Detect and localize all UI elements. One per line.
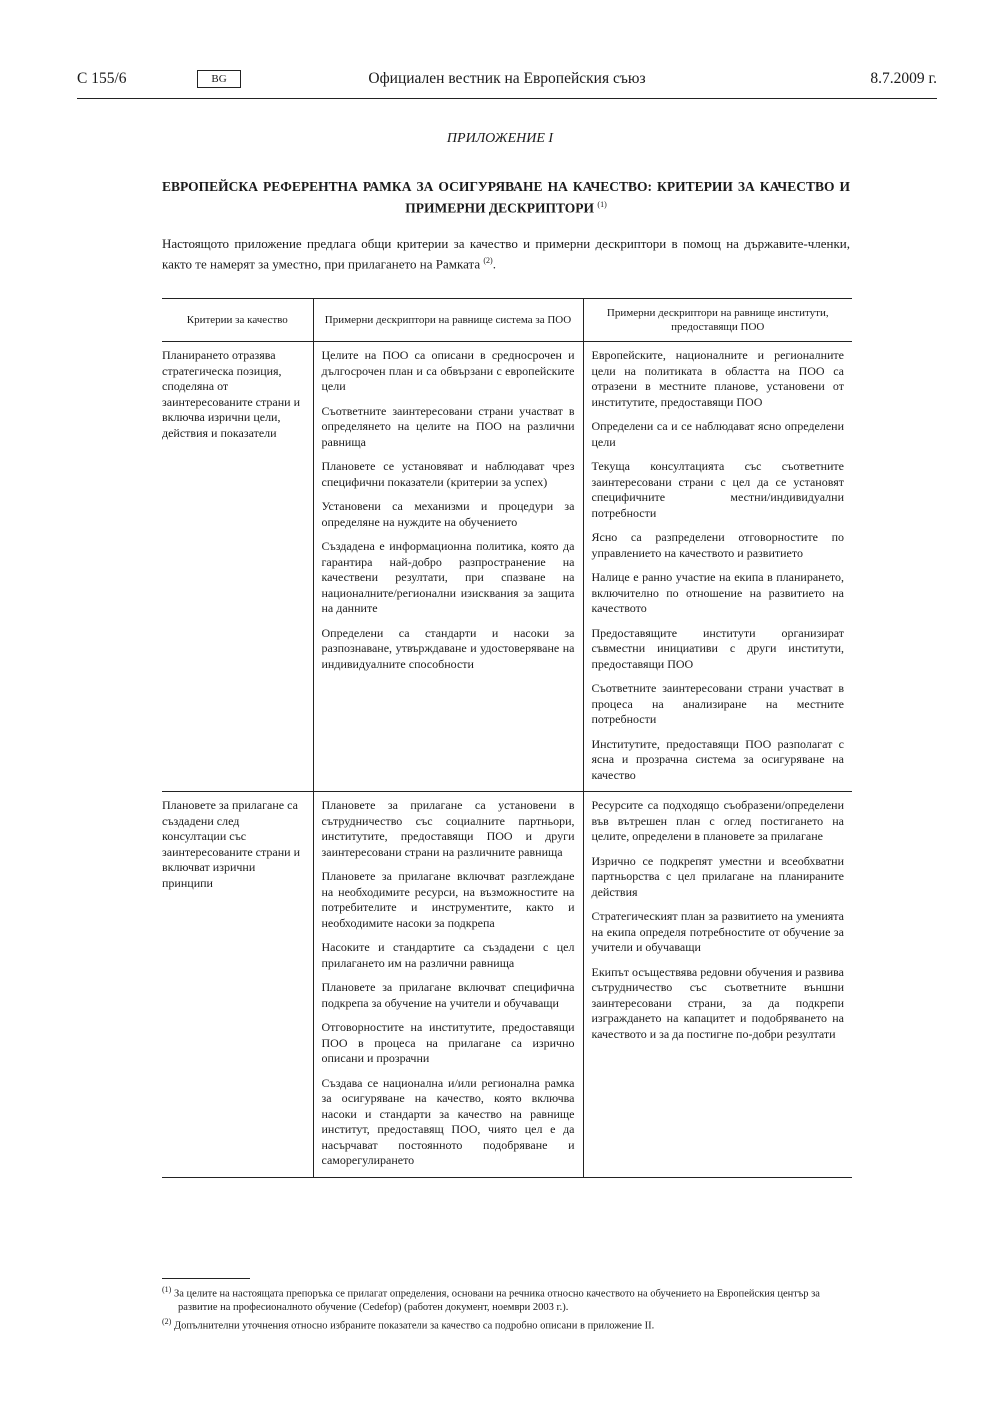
descriptor-item: Плановете за прилагане са установени в сътрудничество със социалните партньори, институтите, предоставящи ПОО и други заинтересовани страни на различните равнища (321, 798, 575, 859)
journal-title: Официален вестник на Европейския съюз (368, 70, 646, 87)
descriptor-item: Ресурсите са подходящо съобразени/определени във вътрешен план с оглед постигането на целите, определени в плановете за прилагане (591, 798, 844, 843)
descriptor-item: Ясно са разпределени отговорностите по управлението на качеството и развитието (591, 530, 844, 560)
publication-date: 8.7.2009 г. (870, 70, 937, 87)
footnote-item (162, 1283, 850, 1314)
descriptor-item: Екипът осъществява редовни обучения и развива сътрудничество със съответните външни заинтересовани страни, за да подкрепи изграждането на капацитет и подобряването на качеството и за да постигне по-добри резултати (591, 964, 844, 1041)
table-header-row (162, 299, 852, 342)
descriptor-item: Насоките и стандартите са създадени с цел прилагането им на различни равнища (321, 940, 575, 970)
descriptor-item: Изрично се подкрепят уместни и всеобхватни партньорства с цел прилагане на планираните действия (591, 853, 844, 899)
descriptor-item: Плановете се установяват и наблюдават чрез специфични показатели (критерии за успех) (321, 459, 575, 489)
header-system-descriptors: Примерни дескриптори на равнище система за ПОО (313, 299, 583, 342)
descriptor-item: Налице е ранно участие на екипа в планирането, включително по отношение на развитието на качеството (591, 570, 844, 615)
quality-criteria-table (162, 298, 852, 1178)
descriptor-item: Съответните заинтересовани страни участват в определянето на целите на ПОО на различни равнища (321, 403, 575, 449)
footnote-marker: (1) (162, 1285, 172, 1294)
descriptor-item: Плановете за прилагане включват разглеждане на необходимите ресурси, на възможностите на потребителите и инструментите, както и необходимите насоки за подкрепа (321, 869, 575, 930)
table-row (162, 342, 852, 792)
title-line-1: ЕВРОПЕЙСКА РЕФЕРЕНТНА РАМКА ЗА ОСИГУРЯВАНЕ НА КАЧЕСТВО: КРИТЕРИИ ЗА КАЧЕСТВО И (162, 179, 850, 194)
title-footnote-ref: (1) (597, 200, 607, 209)
footnote-separator (162, 1278, 250, 1279)
language-badge: BG (197, 70, 241, 88)
footnote-item (162, 1315, 850, 1333)
annex-label: ПРИЛОЖЕНИЕ I (446, 131, 554, 146)
descriptor-item: Стратегическият план за развитието на уменията на екипа определя потребностите от обучение за учители и обучаващи (591, 909, 844, 954)
header-institution-descriptors: Примерни дескриптори на равнище институти, предоставящи ПОО (583, 299, 852, 342)
institution-descriptors-cell (583, 792, 852, 1178)
criterion-cell: Плановете за прилагане са създадени след консултации със заинтересованите страни и включват изрични принципи (162, 792, 313, 1178)
footnote-text: Допълнителни уточнения относно избраните показатели за качество са подробно описани в приложение II. (173, 1320, 655, 1331)
descriptor-item: Европейските, националните и регионалните цели на политиката в областта на ПОО са отразени в местните планове, установени от институтите, предоставящи ПОО (591, 348, 844, 409)
descriptor-item: Институтите, предоставящи ПОО разполагат с ясна и прозрачна система за осигуряване на качество (591, 736, 844, 782)
descriptor-item: Създадена е информационна политика, която да гарантира най-добро разпространение на качествени резултати, при спазване на националните/регионални изисквания за защита на данните (321, 539, 575, 615)
page-header (77, 66, 937, 99)
criterion-cell: Планирането отразява стратегическа позиция, споделяна от заинтересованите страни и включва изрични цели, действия и показатели (162, 342, 313, 792)
system-descriptors-cell (313, 342, 583, 792)
descriptor-item: Определени са стандарти и насоки за разпознаване, утвърждаване и удостоверяване на индивидуалните способности (321, 625, 575, 671)
footnotes (162, 1283, 850, 1333)
intro-paragraph (162, 236, 850, 272)
intro-footnote-ref: (2) (483, 255, 493, 265)
footnote-marker: (2) (162, 1316, 172, 1326)
descriptor-item: Определени са и се наблюдават ясно определени цели (591, 419, 844, 449)
descriptor-item: Целите на ПОО са описани в средносрочен и дългосрочен план и са обвързани с европейските цели (321, 348, 575, 393)
descriptor-item: Установени са механизми и процедури за определяне на нуждите на обучението (321, 499, 575, 529)
descriptor-item: Предоставящите институти организират съвместни инициативи с други институти, предоставящи ПОО (591, 625, 844, 671)
descriptor-item: Съответните заинтересовани страни участват в процеса на анализиране на местните потребности (591, 681, 844, 726)
intro-tail: . (492, 255, 496, 271)
title-line-2: ПРИМЕРНИ ДЕСКРИПТОРИ (405, 200, 595, 216)
institution-descriptors-cell (583, 342, 852, 792)
document-title (162, 178, 850, 218)
descriptor-item: Отговорностите на институтите, предоставящи ПОО в процеса на прилагане са изрично описани и прозрачни (321, 1020, 575, 1065)
descriptor-item: Създава се национална и/или регионална рамка за осигуряване на качество, която включва насоки и стандарти за качество на равнище институт, предоставящ ПОО, чиято цел е да насърчават постоянното подобряване и саморегулирането (321, 1075, 575, 1167)
system-descriptors-cell (313, 792, 583, 1178)
page-number: C 155/6 (77, 70, 127, 87)
descriptor-item: Текуща консултацията със съответните заинтересовани страни с цел да се установят специфичните местни/индивидуални потребности (591, 459, 844, 520)
header-quality-criteria: Критерии за качество (162, 299, 313, 342)
descriptor-item: Плановете за прилагане включват специфична подкрепа за обучение на учители и обучаващи (321, 980, 575, 1010)
footnote-text: За целите на настоящата препоръка се прилагат определения, основани на речника относно качеството на обучението на Европейския център за развитие на професионалното обучение (Cedefop) (работен документ, ноември 2003 г.). (173, 1288, 820, 1313)
intro-text: Настоящото приложение предлага общи критерии за качество и примерни дескриптори в помощ на държавите-членки, както те намерят за уместно, при прилагането на Рамката (162, 236, 850, 271)
table-row (162, 792, 852, 1178)
